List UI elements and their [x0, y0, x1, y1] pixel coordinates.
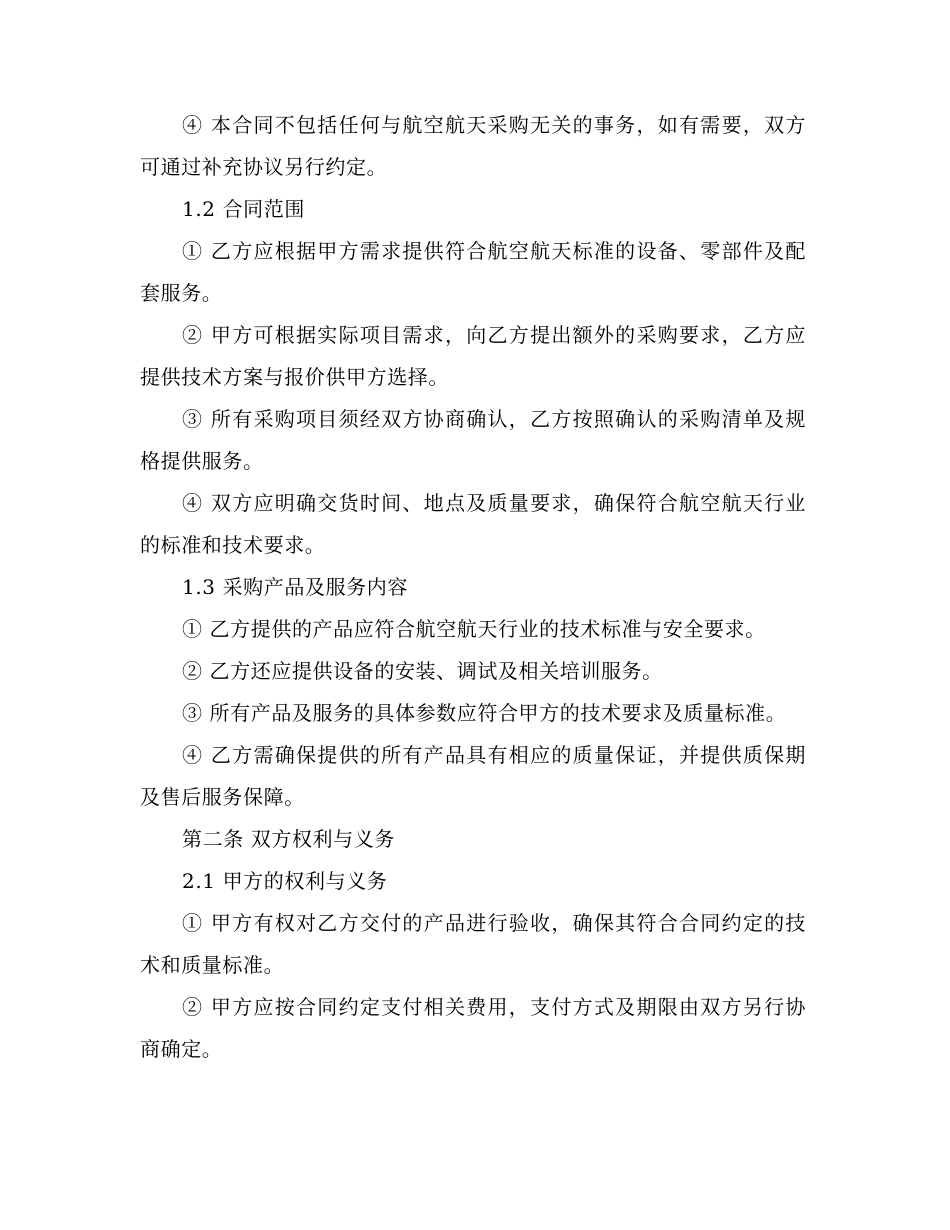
clause-1-1-item-4: ④ 本合同不包括任何与航空航天采购无关的事务，如有需要，双方可通过补充协议另行约定。 [140, 113, 806, 179]
section-1-3-heading: 1.3 采购产品及服务内容 [182, 575, 408, 599]
article-2-heading: 第二条 双方权利与义务 [182, 827, 395, 851]
clause-2-1-item-1: ① 甲方有权对乙方交付的产品进行验收，确保其符合合同约定的技术和质量标准。 [140, 911, 806, 977]
clause-1-3-item-4: ④ 乙方需确保提供的所有产品具有相应的质量保证，并提供质保期及售后服务保障。 [140, 743, 806, 809]
clause-1-3-item-1: ① 乙方提供的产品应符合航空航天行业的技术标准与安全要求。 [182, 617, 766, 641]
clause-1-3-item-2: ② 乙方还应提供设备的安装、调试及相关培训服务。 [182, 659, 663, 683]
clause-2-1-item-2: ② 甲方应按合同约定支付相关费用，支付方式及期限由双方另行协商确定。 [140, 995, 806, 1061]
clause-1-2-item-3: ③ 所有采购项目须经双方协商确认，乙方按照确认的采购清单及规格提供服务。 [140, 407, 806, 473]
section-2-1-heading: 2.1 甲方的权利与义务 [182, 869, 388, 893]
clause-1-2-item-4: ④ 双方应明确交货时间、地点及质量要求，确保符合航空航天行业的标准和技术要求。 [140, 491, 806, 557]
clause-1-2-item-1: ① 乙方应根据甲方需求提供符合航空航天标准的设备、零部件及配套服务。 [140, 239, 806, 305]
clause-1-2-item-2: ② 甲方可根据实际项目需求，向乙方提出额外的采购要求，乙方应提供技术方案与报价供甲方选择。 [140, 323, 806, 389]
document-page [140, 104, 806, 1070]
section-1-2-heading: 1.2 合同范围 [182, 197, 305, 221]
clause-1-3-item-3: ③ 所有产品及服务的具体参数应符合甲方的技术要求及质量标准。 [182, 701, 787, 725]
